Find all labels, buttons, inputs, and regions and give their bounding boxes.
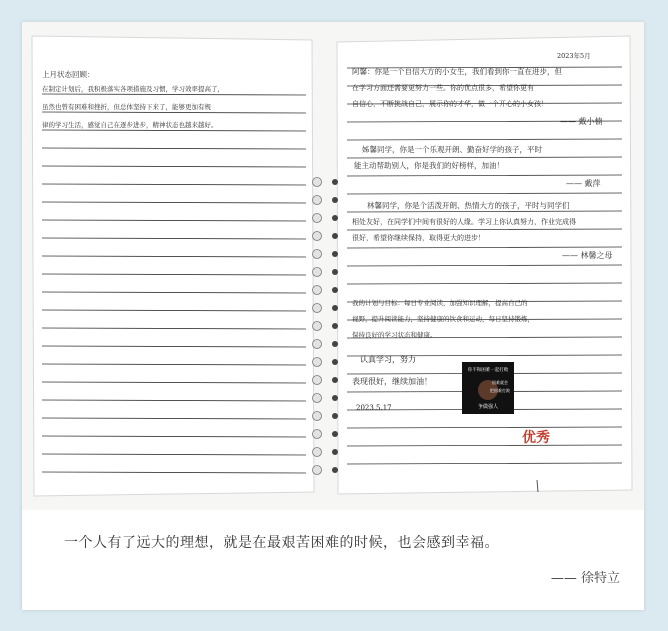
comment1-line-2: 在学习方面还需要更努力一些。你的优点很多，希望你更有: [352, 84, 534, 92]
comment3-line-3: 很好，希望你继续保持，取得更大的进步！: [352, 234, 485, 242]
comment2-line-1: 姊馨同学，你是一个乐观开朗、勤奋好学的孩子，平时: [362, 145, 542, 154]
teacher-comment-line-1: 认真学习，努力: [360, 355, 416, 364]
comment1-line-1: 阿馨：你是一个自信大方的小女生，我们看到你一直在进步，但: [352, 67, 562, 76]
plan-line-3: 保持良好的学习状态和健康。: [352, 331, 437, 339]
sticker-line-3: 把困难打败: [490, 388, 510, 393]
left-heading: 上月状态回顾：: [42, 70, 95, 79]
right-date: 2023年5月: [557, 52, 591, 60]
comment3-line-1: 林馨同学，你是个活泼开朗、热情大方的孩子，平时与同学们: [367, 201, 570, 210]
sticker-line-1: 你不和困难一起打败: [467, 368, 509, 373]
post-card: [22, 22, 644, 610]
comment1-signature: —— 戴小楠: [560, 117, 603, 126]
teacher-comment-line-2: 表现很好，继续加油！: [352, 377, 432, 386]
teacher-comment-date: 2023.5.17: [356, 404, 392, 412]
sticker-line-2: 困难就会: [492, 380, 508, 385]
comment1-line-3: 自信心，不断挑战自己，展示你的才华，做一个开心的小女孩！: [352, 100, 548, 108]
plan-line-2: 视野，提升阅读能力，坚持健康的饮食和运动，每日坚持锻炼，: [352, 315, 534, 323]
quote-text: 一个人有了远大的理想，就是在最艰苦困难的时候，也会感到幸福。: [64, 535, 499, 551]
motivational-sticker: [462, 362, 514, 414]
excellent-stamp: 优秀: [522, 430, 550, 446]
plan-line-1: 我的计划与目标：每日专业阅读，加强知识理解，提高自己的: [352, 299, 528, 307]
quote-author: —— 徐特立: [550, 571, 620, 586]
left-line-3: 律的学习生活，感觉自己在逐步进步，精神状态也越来越好。: [42, 121, 218, 129]
comment3-signature: —— 林馨之母: [562, 251, 613, 260]
comment3-line-2: 相处友好，在同学们中间有很好的人缘。学习上你认真努力，作业完成得: [352, 218, 576, 226]
left-line-2: 虽然也曾有困难和挫折，但总体坚持下来了，能够更加有规: [42, 103, 211, 111]
left-line-1: 在制定计划后，我积极落实各项措施及习惯，学习效率提高了，: [42, 85, 224, 93]
notebook-photo: [22, 22, 644, 510]
sticker-line-4: 争做强人: [477, 404, 499, 410]
comment2-signature: —— 戴萍: [566, 179, 601, 188]
comment2-line-2: 能主动帮助别人，你是我们的好榜样，加油！: [354, 161, 504, 170]
